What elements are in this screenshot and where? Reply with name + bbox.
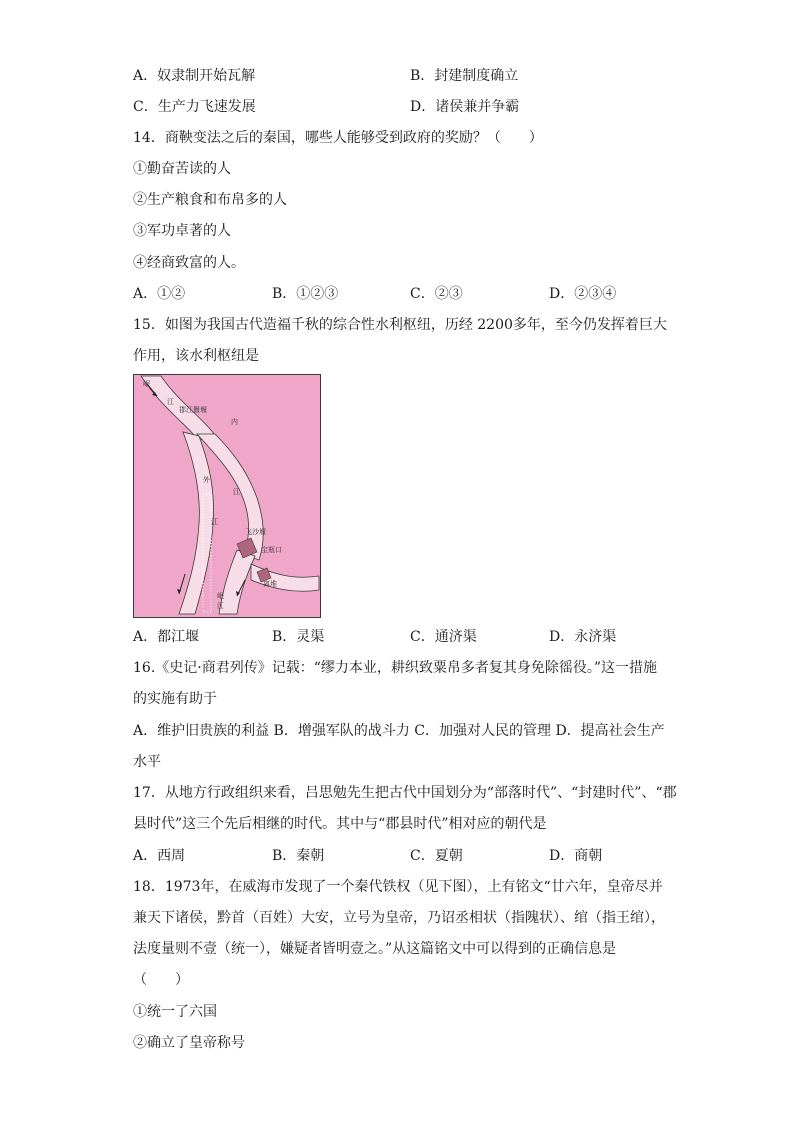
- q16-stem-line2: 的实施有助于: [133, 691, 217, 707]
- q13-option-d[interactable]: D．诸侯兼并争霸: [410, 99, 520, 115]
- q14-stem: 14．商鞅变法之后的秦国，哪些人能够受到政府的奖励？（ ）: [133, 130, 543, 146]
- map-label-feisha: 飞沙堰: [245, 528, 266, 536]
- q18-stem-line2: 兼天下诸侯，黔首（百姓）大安，立号为皇帝，乃诏丞相状（指隗状）、绾（指王绾），: [133, 910, 665, 926]
- q14-option-b[interactable]: B．①②③: [272, 286, 339, 302]
- q18-stem-line3: 法度量则不壹（统一），嫌疑者皆明壹之。”从这篇铭文中可以得到的正确信息是: [133, 941, 617, 957]
- map-label-min: 岷: [143, 380, 150, 388]
- dujiangyan-map: [133, 374, 321, 618]
- q17-option-a[interactable]: A．西周: [133, 848, 186, 864]
- q13-option-b[interactable]: B．封建制度确立: [410, 68, 519, 84]
- q15-stem-line2: 作用，该水利枢纽是: [133, 348, 259, 364]
- q17-option-c[interactable]: C．夏朝: [410, 848, 463, 864]
- map-label-jiang1: 江: [167, 398, 174, 406]
- map-label-lidui: 离堆: [263, 580, 277, 588]
- q16-options-wrap: 水平: [133, 754, 161, 770]
- map-label-dujiang: 郡江偃堰: [179, 406, 207, 414]
- q14-option-c[interactable]: C．②③: [410, 286, 463, 302]
- q15-option-b[interactable]: B．灵渠: [272, 629, 325, 645]
- q14-item-2: ②生产粮食和布帛多的人: [133, 192, 287, 208]
- map-label-nei: 内: [231, 418, 238, 426]
- q15-option-d[interactable]: D．永济渠: [549, 629, 617, 645]
- q15-option-c[interactable]: C．通济渠: [410, 629, 477, 645]
- q15-stem-line1: 15．如图为我国古代造福千秋的综合性水利枢纽，历经 2200多年，至今仍发挥着巨大: [133, 317, 667, 333]
- map-label-jiang3: 江: [233, 488, 240, 496]
- q18-stem-line1: 18．1973年，在威海市发现了一个秦代铁权（见下图），上有铭文“廿六年，皇帝尽并: [133, 879, 663, 895]
- q16-options[interactable]: A．维护旧贵族的利益 B．增强军队的战斗力 C．加强对人民的管理 D．提高社会生产: [133, 723, 665, 739]
- map-label-min2: 岷: [217, 592, 224, 600]
- q14-item-1: ①勤奋苦读的人: [133, 161, 231, 177]
- q17-option-b[interactable]: B．秦朝: [272, 848, 325, 864]
- q13-option-c[interactable]: C．生产力飞速发展: [133, 99, 256, 115]
- map-label-jiang2: 江: [211, 518, 218, 526]
- q18-stem-line4: （ ）: [133, 972, 189, 988]
- q17-option-d[interactable]: D．商朝: [549, 848, 603, 864]
- q14-item-4: ④经商致富的人。: [133, 255, 245, 271]
- q17-stem-line2: 县时代”这三个先后相继的时代。其中与“郡县时代”相对应的朝代是: [133, 816, 547, 832]
- q14-item-3: ③军功卓著的人: [133, 223, 231, 239]
- q14-option-a[interactable]: A．①②: [133, 286, 186, 302]
- q14-option-d[interactable]: D．②③④: [549, 286, 617, 302]
- map-label-baoping: 宝瓶口: [261, 546, 282, 554]
- q18-item-2: ②确立了皇帝称号: [133, 1035, 245, 1051]
- q15-option-a[interactable]: A．都江堰: [133, 629, 200, 645]
- q16-stem-line1: 16.《史记·商君列传》记载：“缪力本业，耕织致粟帛多者复其身免除徭役。”这一措施: [133, 660, 658, 676]
- map-label-wai: 外: [203, 476, 210, 484]
- q18-item-1: ①统一了六国: [133, 1004, 217, 1020]
- q17-stem-line1: 17．从地方行政组织来看，吕思勉先生把古代中国划分为“部落时代”、“封建时代”、“郡: [133, 785, 677, 801]
- q13-option-a[interactable]: A．奴隶制开始瓦解: [133, 68, 256, 84]
- map-label-jiang4: 江: [217, 602, 224, 610]
